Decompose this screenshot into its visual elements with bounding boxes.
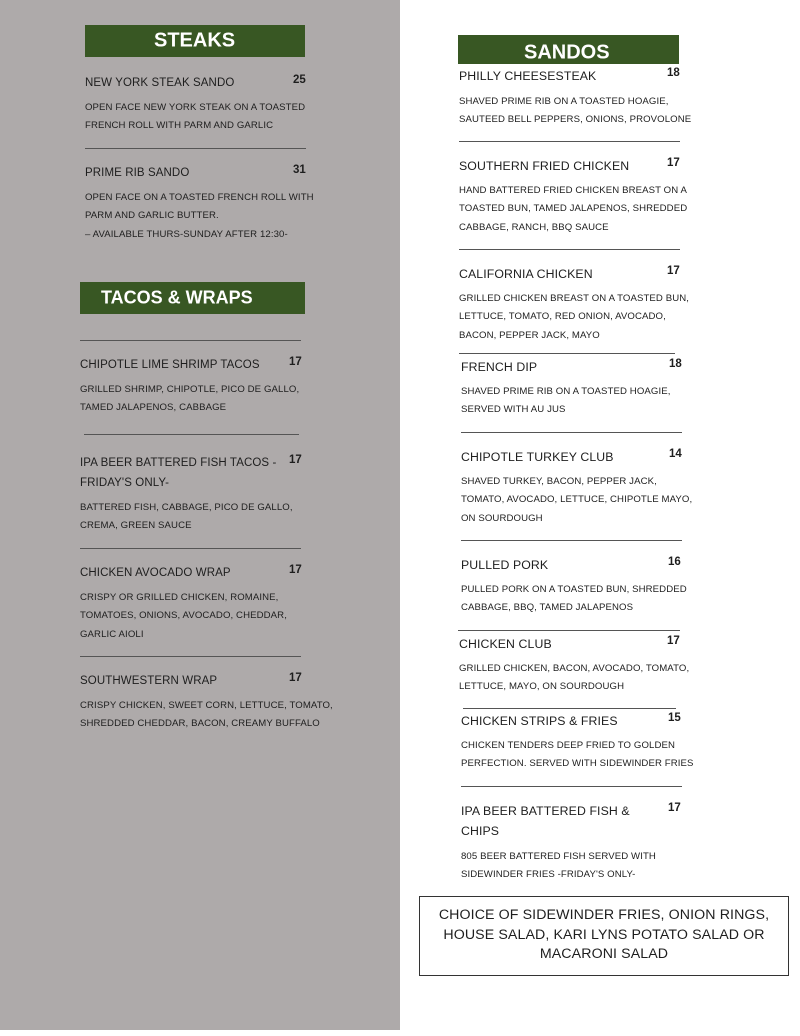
item-description-line: SERVED WITH AU JUS — [461, 404, 566, 416]
steaks-heading-text: STEAKS — [154, 29, 236, 52]
item-name-line: IPA BEER BATTERED FISH TACOS - — [80, 457, 277, 469]
item-description-line: BATTERED FISH, CABBAGE, PICO DE GALLO, — [80, 502, 293, 513]
item-price: 17 — [667, 265, 680, 277]
item-description-line: SHAVED TURKEY, BACON, PEPPER JACK, — [461, 476, 657, 487]
item-description-line: LETTUCE, TOMATO, RED ONION, AVOCADO, — [459, 311, 666, 323]
item-description-line: SAUTEED BELL PEPPERS, ONIONS, PROVOLONE — [459, 114, 692, 126]
item-name: CHIPOTLE LIME SHRIMP TACOS — [80, 359, 260, 371]
item-price: 17 — [667, 157, 680, 169]
item-price: 16 — [668, 556, 681, 568]
item-name: FRENCH DIP — [461, 360, 538, 374]
item-description-line: CHICKEN TENDERS DEEP FRIED TO GOLDEN — [461, 740, 675, 751]
item-name-line: CHIPS — [461, 824, 500, 838]
sides-note-text: CHOICE OF SIDEWINDER FRIES, ONION RINGS, HOUSE SALAD, KARI LYNS POTATO SALAD OR MACARONI SALAD — [438, 907, 770, 963]
item-description-line: CRISPY CHICKEN, SWEET CORN, LETTUCE, TOMATO, — [80, 700, 333, 711]
item-price: 17 — [289, 454, 302, 466]
item-description-line: SIDEWINDER FRIES -FRIDAY'S ONLY- — [461, 869, 636, 881]
item-description-line: OPEN FACE ON A TOASTED FRENCH ROLL WITH — [85, 192, 314, 203]
divider — [85, 148, 306, 149]
sides-note-box — [419, 896, 789, 976]
item-price: 17 — [289, 356, 302, 368]
item-description — [461, 383, 670, 420]
item-description-line: GRILLED CHICKEN, BACON, AVOCADO, TOMATO, — [459, 663, 690, 674]
item-name — [461, 801, 630, 841]
divider — [463, 708, 676, 709]
steaks-heading — [85, 25, 305, 57]
item-description-line: SHAVED PRIME RIB ON A TOASTED HOAGIE, — [459, 96, 669, 107]
sandos-heading-text: SANDOS — [524, 41, 610, 64]
item-description-line: PARM AND GARLIC BUTTER. — [85, 210, 219, 222]
divider — [459, 353, 675, 354]
divider — [84, 434, 299, 435]
item-price: 14 — [669, 448, 682, 460]
tacos-wraps-heading-text: TACOS & WRAPS — [101, 287, 253, 308]
item-name: PRIME RIB SANDO — [85, 167, 190, 179]
item-name: CALIFORNIA CHICKEN — [459, 267, 593, 281]
item-name: PHILLY CHEESESTEAK — [459, 69, 597, 83]
item-description-line: PULLED PORK ON A TOASTED BUN, SHREDDED — [461, 584, 687, 595]
item-price: 17 — [289, 672, 302, 684]
item-description — [459, 290, 689, 345]
item-description — [80, 589, 287, 644]
item-description-line: GRILLED CHICKEN BREAST ON A TOASTED BUN, — [459, 293, 690, 304]
item-description — [461, 737, 694, 774]
item-name: CHICKEN CLUB — [459, 637, 552, 651]
item-price: 18 — [669, 358, 682, 370]
item-description-line: GARLIC AIOLI — [80, 628, 144, 640]
page-bottom-strip — [0, 1030, 400, 1036]
item-description-line: GRILLED SHRIMP, CHIPOTLE, PICO DE GALLO, — [80, 384, 300, 395]
item-description-line: PERFECTION. SERVED WITH SIDEWINDER FRIES — [461, 758, 694, 770]
item-description — [80, 499, 293, 536]
item-price: 17 — [667, 635, 680, 647]
item-name: SOUTHWESTERN WRAP — [80, 675, 218, 687]
item-description — [80, 381, 299, 418]
item-description-line: ON SOURDOUGH — [461, 512, 543, 524]
item-description-line: TOASTED BUN, TAMED JALAPENOS, SHREDDED — [459, 203, 688, 215]
item-description-line: BACON, PEPPER JACK, MAYO — [459, 329, 600, 341]
item-description-line: FRENCH ROLL WITH PARM AND GARLIC — [85, 120, 274, 132]
item-name-line: IPA BEER BATTERED FISH & — [461, 804, 630, 818]
item-description-line: SHREDDED CHEDDAR, BACON, CREAMY BUFFALO — [80, 718, 320, 730]
item-price: 18 — [667, 67, 680, 79]
divider — [80, 340, 301, 341]
item-description-line: SHAVED PRIME RIB ON A TOASTED HOAGIE, — [461, 386, 671, 397]
item-description-line: TOMATOES, ONIONS, AVOCADO, CHEDDAR, — [80, 610, 287, 622]
sandos-heading — [458, 35, 679, 64]
item-description — [459, 93, 691, 130]
item-description-line: CABBAGE, RANCH, BBQ SAUCE — [459, 221, 609, 233]
item-description-line: CABBAGE, BBQ, TAMED JALAPENOS — [461, 602, 634, 614]
divider — [80, 656, 301, 657]
item-name: CHIPOTLE TURKEY CLUB — [461, 450, 614, 464]
item-price: 25 — [293, 74, 306, 86]
divider — [461, 786, 682, 787]
item-price: 15 — [668, 712, 681, 724]
item-name — [80, 453, 276, 493]
item-name: CHICKEN STRIPS & FRIES — [461, 714, 618, 728]
item-description-line: CREMA, GREEN SAUCE — [80, 520, 192, 532]
item-name: SOUTHERN FRIED CHICKEN — [459, 159, 630, 173]
item-description-line: LETTUCE, MAYO, ON SOURDOUGH — [459, 681, 625, 693]
item-description — [85, 99, 305, 136]
item-name: PULLED PORK — [461, 558, 549, 572]
item-description-line: 805 BEER BATTERED FISH SERVED WITH — [461, 851, 656, 862]
tacos-wraps-heading — [80, 282, 305, 314]
item-description-line: TOMATO, AVOCADO, LETTUCE, CHIPOTLE MAYO, — [461, 494, 693, 506]
item-price: 31 — [293, 164, 306, 176]
item-description-line: CRISPY OR GRILLED CHICKEN, ROMAINE, — [80, 592, 279, 603]
item-description — [461, 848, 656, 885]
divider — [458, 630, 680, 631]
item-description-line: – AVAILABLE THURS-SUNDAY AFTER 12:30- — [85, 228, 288, 240]
item-description — [461, 473, 692, 528]
item-description — [459, 182, 687, 237]
item-price: 17 — [289, 564, 302, 576]
item-name: CHICKEN AVOCADO WRAP — [80, 567, 231, 579]
item-description — [461, 581, 687, 618]
item-description — [80, 697, 333, 734]
item-price: 17 — [668, 802, 681, 814]
divider — [80, 548, 301, 549]
divider — [461, 432, 682, 433]
item-description-line: OPEN FACE NEW YORK STEAK ON A TOASTED — [85, 102, 306, 113]
item-description — [85, 189, 314, 244]
item-description-line: TAMED JALAPENOS, CABBAGE — [80, 402, 227, 414]
item-description-line: HAND BATTERED FRIED CHICKEN BREAST ON A — [459, 185, 687, 196]
divider — [461, 540, 682, 541]
item-description — [459, 660, 689, 697]
divider — [459, 141, 680, 142]
item-name: NEW YORK STEAK SANDO — [85, 77, 235, 89]
item-name-line: FRIDAY'S ONLY- — [80, 477, 170, 489]
divider — [459, 249, 680, 250]
